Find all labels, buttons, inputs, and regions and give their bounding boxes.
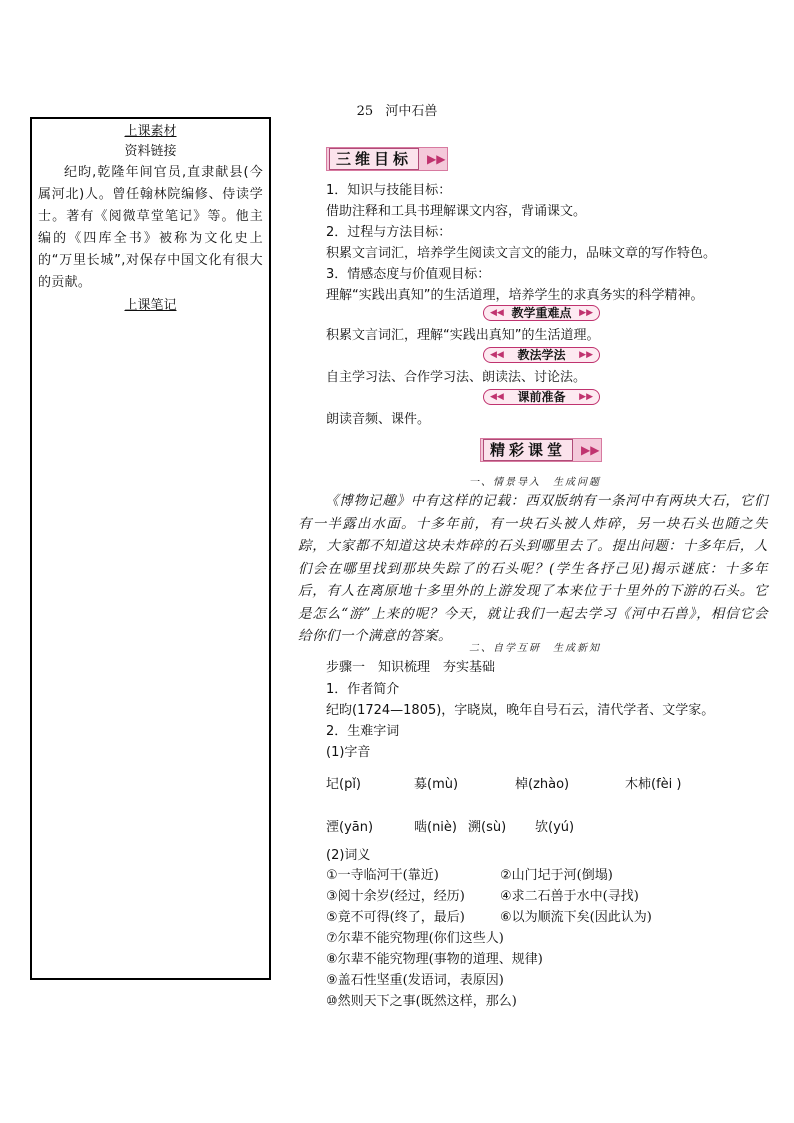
step1-heading: 步骤一 知识梳理 夯实基础 xyxy=(326,660,496,675)
classroom-banner-label: 精彩课堂 xyxy=(483,439,573,461)
prep-text: 朗读音频、课件。 xyxy=(326,412,431,427)
words-heading: 2．生难字词 xyxy=(326,724,400,739)
key-points-label xyxy=(483,305,600,321)
right-arrow-icon: ▶▶ xyxy=(579,350,593,360)
meaning-item: ⑨盖石性坚重(发语词，表原因) xyxy=(326,973,504,988)
goal-line: 1．知识与技能目标： xyxy=(326,183,452,198)
meaning-heading: (2)词义 xyxy=(326,848,371,863)
left-arrow-icon: ◀◀ xyxy=(490,308,504,318)
right-arrow-icon: ▶▶ xyxy=(579,392,593,402)
classroom-banner xyxy=(480,438,602,462)
meaning-item: ⑧尔辈不能究物理(事物的道理、规律) xyxy=(326,952,543,967)
methods-label xyxy=(483,347,600,363)
left-arrow-icon: ◀◀ xyxy=(490,392,504,402)
author-heading: 1．作者简介 xyxy=(326,682,400,697)
key-points-text: 积累文言词汇，理解“实践出真知”的生活道理。 xyxy=(326,328,600,343)
goal-line: 积累文言词汇，培养学生阅读文言文的能力，品味文章的写作特色。 xyxy=(326,246,717,261)
pron-item: 木柿(fèi ) xyxy=(625,777,682,792)
right-arrow-icon: ▶▶ xyxy=(579,308,593,318)
sidebar-subheading: 资料链接 xyxy=(124,144,177,159)
pron-item: 溯(sù) xyxy=(468,820,507,835)
meaning-item: ⑤竟不可得(终了，最后) xyxy=(326,910,465,925)
pron-heading: (1)字音 xyxy=(326,745,371,760)
meaning-item: ③阅十余岁(经过，经历) xyxy=(326,889,465,904)
goal-line: 理解“实践出真知”的生活道理，培养学生的求真务实的科学精神。 xyxy=(326,288,704,303)
prep-label xyxy=(483,389,600,405)
goal-line: 2．过程与方法目标： xyxy=(326,225,452,240)
sidebar-heading: 上课素材 xyxy=(124,124,177,139)
sidebar xyxy=(30,117,271,980)
pron-item: 棹(zhào) xyxy=(515,777,570,792)
lesson-number: 25 xyxy=(356,104,374,119)
pron-item: 募(mù) xyxy=(414,777,459,792)
goal-line: 借助注释和工具书理解课文内容，背诵课文。 xyxy=(326,204,587,219)
pron-item: 欤(yú) xyxy=(535,820,575,835)
pron-item: 圮(pǐ) xyxy=(326,777,362,792)
methods-text: 自主学习法、合作学习法、朗读法、讨论法。 xyxy=(326,370,587,385)
double-arrow-icon: ▶▶ xyxy=(581,443,600,457)
intro-paragraph: 《博物记趣》中有这样的记载：西双版纳有一条河中有两块大石，它们有一半露出水面。十多年前，有一块石头被人炸碎，另一块石头也随之失踪，大家都不知道这块未炸碎的石头到哪里去了。提出问题：十多年后，人们会在哪里找到那块失踪了的石头呢？(学生各抒己见)揭示谜底：十多年后，有人在离原地十多里外的上游发现了本来位于十里外的下游的石头。它是怎么“游”上来的呢？今天，就让我们一起去学习《河中石兽》，相信它会给你们一个满意的答案。 xyxy=(298,493,768,644)
goal-line: 3．情感态度与价值观目标： xyxy=(326,267,491,282)
section1-title: 一、情景导入 生成问题 xyxy=(469,477,601,488)
meaning-item: ⑩然则天下之事(既然这样，那么) xyxy=(326,994,517,1009)
pron-item: 湮(yān) xyxy=(326,820,374,835)
sidebar-body: 纪昀,乾隆年间官员,直隶献县(今属河北)人。曾任翰林院编修、侍读学士。著有《阅微草堂笔记》等。他主编的《四库全书》被称为文化史上的“万里长城”,对保存中国文化有很大的贡献。 xyxy=(38,165,263,290)
meaning-item: ⑦尔辈不能究物理(你们这些人) xyxy=(326,931,504,946)
meaning-item: ①一寺临河干(靠近) xyxy=(326,868,439,883)
author-text: 纪昀(1724—1805)，字晓岚，晚年自号石云，清代学者、文学家。 xyxy=(326,703,715,718)
section2-title: 二、自学互研 生成新知 xyxy=(469,643,601,654)
methods-label-text: 教法学法 xyxy=(517,348,566,362)
lesson-title: 河中石兽 xyxy=(385,104,438,119)
key-points-label-text: 教学重难点 xyxy=(511,306,572,320)
meaning-item: ④求二石兽于水中(寻找) xyxy=(500,889,639,904)
double-arrow-icon: ▶▶ xyxy=(427,152,446,166)
meaning-item: ⑥以为顺流下矣(因此认为) xyxy=(500,910,652,925)
meaning-item: ②山门圮于河(倒塌) xyxy=(500,868,613,883)
pron-item: 啮(niè) xyxy=(414,820,457,835)
sidebar-notes-heading: 上课笔记 xyxy=(124,298,177,313)
left-arrow-icon: ◀◀ xyxy=(490,350,504,360)
prep-label-text: 课前准备 xyxy=(517,390,566,404)
goals-banner xyxy=(326,147,448,171)
goals-banner-label: 三维目标 xyxy=(329,148,419,170)
